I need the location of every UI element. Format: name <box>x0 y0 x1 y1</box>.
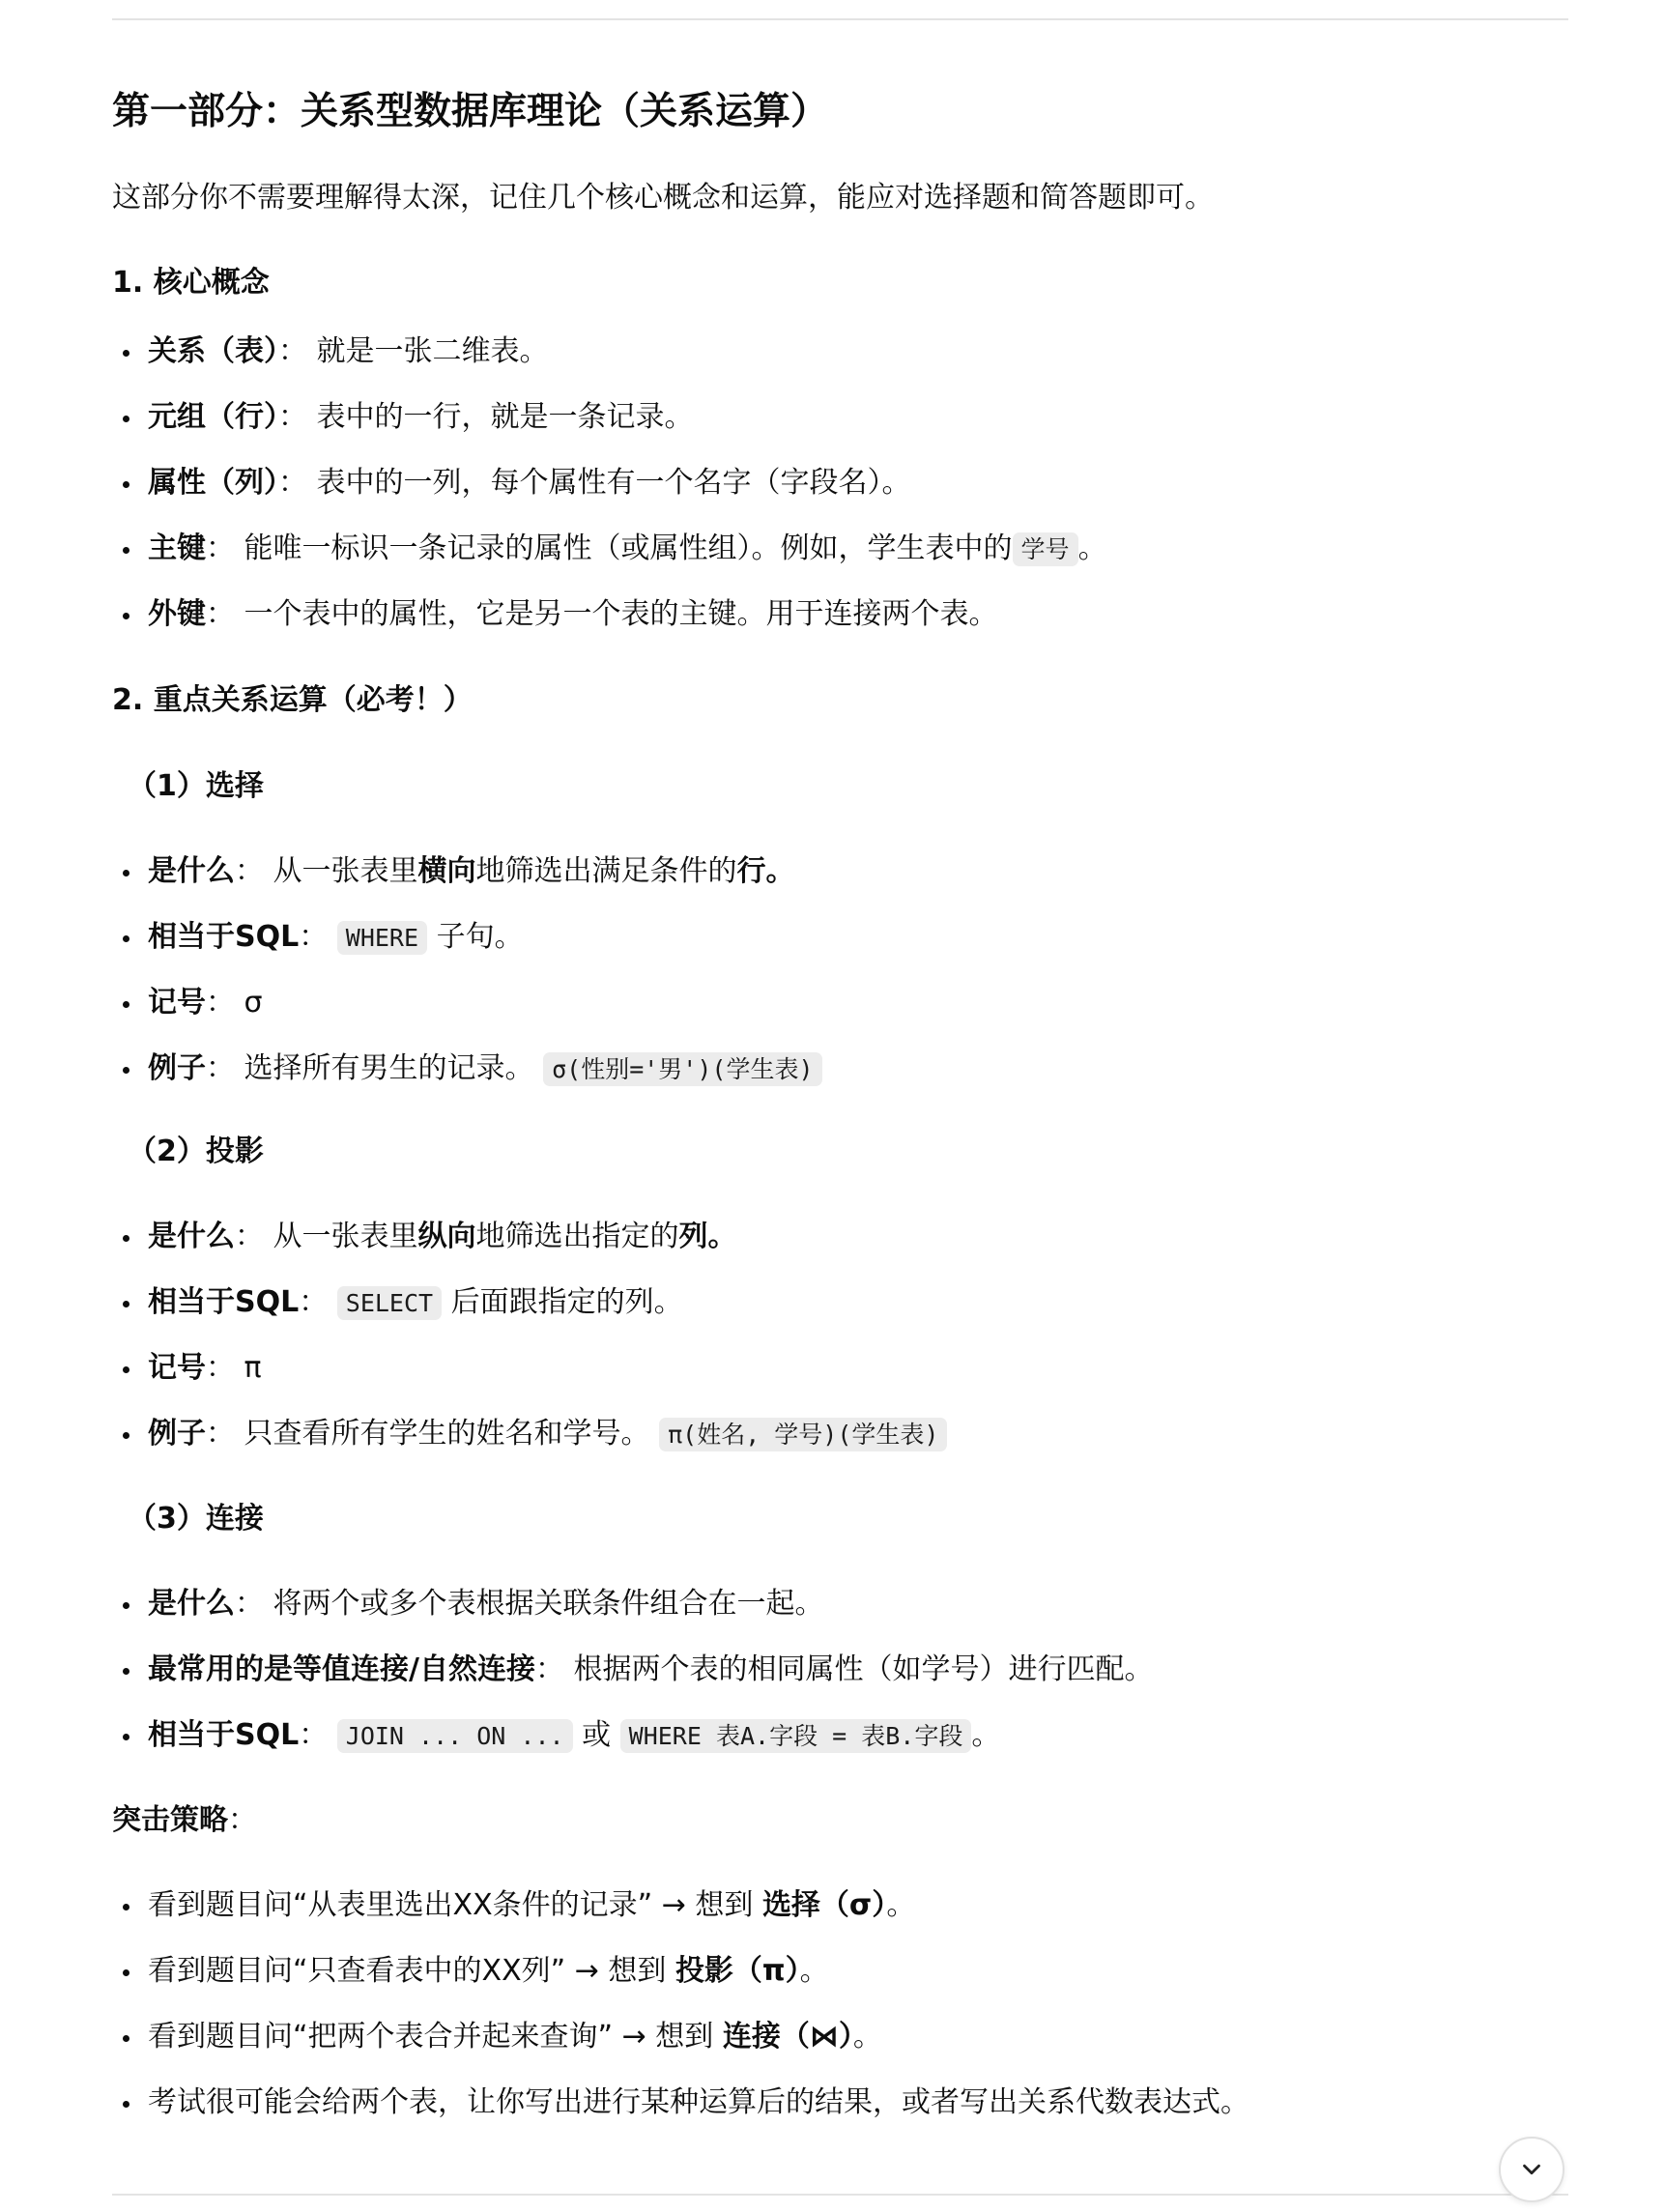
term: 主键 <box>148 531 206 565</box>
text: 考试很可能会给两个表，让你写出进行某种运算后的结果，或者写出关系代数表达式。 <box>148 2085 1249 2119</box>
separator: ： <box>206 1051 244 1085</box>
separator: ： <box>228 1803 257 1837</box>
symbol: σ <box>244 986 263 1020</box>
text: 地筛选出满足条件的 <box>475 854 737 888</box>
inline-code: WHERE <box>337 921 427 955</box>
text: 。 <box>971 1718 1001 1752</box>
top-divider <box>112 18 1568 20</box>
separator: ： <box>278 400 317 434</box>
separator: ： <box>206 531 244 565</box>
emphasis: 投影（π） <box>675 1954 800 1988</box>
selection-heading: （1）选择 <box>128 769 264 803</box>
term: 相当于SQL <box>148 920 300 954</box>
term: 关系（表） <box>148 334 278 368</box>
list-item <box>112 331 549 372</box>
inline-code: π(姓名, 学号)(学生表) <box>659 1418 947 1451</box>
term: 记号 <box>148 986 206 1020</box>
definition: 就是一张二维表。 <box>316 334 549 368</box>
list-item <box>112 1049 822 1089</box>
text: 。 <box>886 1888 916 1922</box>
definition: 表中的一行，就是一条记录。 <box>316 400 694 434</box>
text: 选择所有男生的记录。 <box>244 1051 534 1085</box>
text: 。 <box>852 2020 882 2054</box>
inline-code: WHERE 表A.字段 = 表B.字段 <box>620 1719 972 1753</box>
list-item <box>112 1348 262 1389</box>
text: 只查看所有学生的姓名和学号。 <box>244 1417 650 1451</box>
list-item <box>112 983 263 1023</box>
list-item <box>112 1650 1154 1690</box>
text: 后面跟指定的列。 <box>450 1285 683 1319</box>
term: 记号 <box>148 1351 206 1385</box>
term: 是什么 <box>148 1587 235 1621</box>
list-item <box>112 463 911 503</box>
text: 或 <box>582 1718 612 1752</box>
list-item <box>112 1414 947 1454</box>
text: 。 <box>799 1954 829 1988</box>
list-item <box>112 2017 882 2057</box>
definition: 一个表中的属性，它是另一个表的主键。用于连接两个表。 <box>244 597 998 631</box>
text: 根据两个表的相同属性（如学号）进行匹配。 <box>573 1652 1154 1686</box>
join-heading: （3）连接 <box>128 1502 264 1536</box>
separator: ： <box>206 597 244 631</box>
intro-paragraph: 这部分你不需要理解得太深，记住几个核心概念和运算，能应对选择题和简答题即可。 <box>112 181 1214 215</box>
scroll-to-bottom-button[interactable] <box>1499 2137 1565 2202</box>
inline-code: 学号 <box>1013 532 1078 566</box>
strategy-heading <box>112 1800 257 1841</box>
text: 。 <box>765 854 795 888</box>
list-item <box>112 2083 1249 2123</box>
emphasis: 纵向 <box>417 1220 476 1253</box>
separator: ： <box>235 854 273 888</box>
separator: ： <box>206 1417 244 1451</box>
list-item <box>112 397 694 438</box>
separator: ： <box>534 1652 574 1686</box>
text: 从一张表里 <box>273 1220 418 1253</box>
definition: 表中的一列，每个属性有一个名字（字段名）。 <box>316 466 911 500</box>
text: 。 <box>707 1220 737 1253</box>
separator: ： <box>299 1718 337 1752</box>
definition-tail: 。 <box>1077 531 1107 565</box>
list-item <box>112 1885 915 1926</box>
emphasis: 列 <box>678 1220 708 1253</box>
inline-code: σ(性别='男')(学生表) <box>543 1052 821 1086</box>
list-item <box>112 1715 1000 1756</box>
separator: ： <box>299 1285 337 1319</box>
term: 是什么 <box>148 854 235 888</box>
term: 相当于SQL <box>148 1718 300 1752</box>
emphasis: 横向 <box>417 854 476 888</box>
emphasis: 行 <box>736 854 766 888</box>
chevron-down-icon <box>1517 2155 1546 2184</box>
core-concepts-heading: 1. 核心概念 <box>112 266 270 300</box>
separator: ： <box>235 1220 273 1253</box>
list-item <box>112 917 524 958</box>
emphasis: 连接（⋈） <box>722 2020 853 2054</box>
term: 是什么 <box>148 1220 235 1253</box>
inline-code: JOIN ... ON ... <box>337 1719 573 1753</box>
text: 看到题目问“从表里选出XX条件的记录” → 想到 <box>148 1888 762 1922</box>
separator: ： <box>206 1351 244 1385</box>
bottom-divider <box>112 2194 1568 2196</box>
relational-ops-heading: 2. 重点关系运算（必考！） <box>112 683 473 717</box>
separator: ： <box>206 986 244 1020</box>
list-item <box>112 529 1107 569</box>
separator: ： <box>278 334 317 368</box>
term: 属性（列） <box>148 466 278 500</box>
term: 外键 <box>148 597 206 631</box>
section-title: 第一部分：关系型数据库理论（关系运算） <box>112 90 829 133</box>
text: 地筛选出指定的 <box>475 1220 679 1253</box>
strategy-title: 突击策略 <box>112 1803 228 1837</box>
list-item <box>112 1217 737 1257</box>
list-item <box>112 851 795 892</box>
list-item <box>112 1282 683 1323</box>
projection-heading: （2）投影 <box>128 1135 264 1168</box>
text: 看到题目问“把两个表合并起来查询” → 想到 <box>148 2020 723 2054</box>
term: 最常用的是等值连接/自然连接 <box>148 1652 535 1686</box>
separator: ： <box>299 920 337 954</box>
term: 相当于SQL <box>148 1285 300 1319</box>
inline-code: SELECT <box>337 1286 442 1320</box>
list-item <box>112 1951 829 1992</box>
separator: ： <box>235 1587 273 1621</box>
text: 将两个或多个表根据关联条件组合在一起。 <box>273 1587 824 1621</box>
term: 元组（行） <box>148 400 278 434</box>
definition: 能唯一标识一条记录的属性（或属性组）。例如，学生表中的 <box>244 531 1013 565</box>
term: 例子 <box>148 1051 206 1085</box>
emphasis: 选择（σ） <box>761 1888 887 1922</box>
list-item <box>112 594 998 635</box>
text: 从一张表里 <box>273 854 418 888</box>
text: 看到题目问“只查看表中的XX列” → 想到 <box>148 1954 675 1988</box>
symbol: π <box>244 1351 262 1385</box>
term: 例子 <box>148 1417 206 1451</box>
separator: ： <box>278 466 317 500</box>
list-item <box>112 1584 824 1624</box>
text: 子句。 <box>436 920 524 954</box>
